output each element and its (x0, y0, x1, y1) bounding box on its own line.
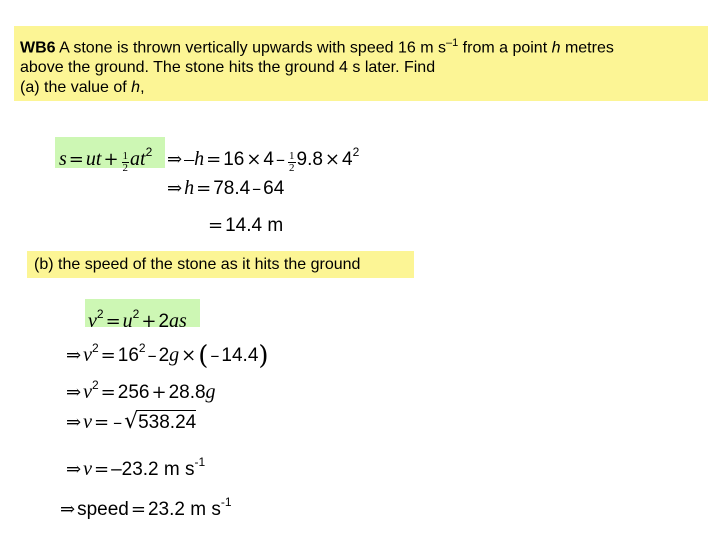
part-b-step-4: ⇒ v = –23.2 m $s^{-1}$ (66, 455, 206, 480)
part-b-step-2: ⇒ $v^2 = 256 + 28.8g$ (66, 378, 216, 403)
part-b-prompt: (b) the speed of the stone as it hits the ground (34, 256, 361, 273)
suvat-formula: s = ut + $\frac{1}{2}$ $at^2$ (59, 145, 153, 174)
question-text (20, 33, 614, 98)
question-line-3: (a) the value of h, (20, 79, 145, 97)
part-a-step-2: ⇒ h = 78.4 – 64 (167, 177, 285, 199)
part-b-step-3: ⇒ v = –√538.24 (66, 409, 197, 434)
question-line-2: above the ground. The stone hits the ground 4 s later. Find (20, 59, 436, 77)
part-a-step-1: ⇒ –h = 16 × 4 – $\frac{1}{2}$ $9.8 \times 4^2$ (167, 145, 360, 174)
part-b-step-5: ⇒ speed = 23.2 m $s^{-1}$ (60, 495, 232, 520)
part-a-step-3: = 14.4 m (208, 215, 284, 236)
question-line-1: WB6 A stone is thrown vertically upwards with speed 16 m $s^{-1}$ from a point h metres (20, 37, 614, 57)
part-b-step-1: ⇒ $v^2 = 16^2 - 2g$ ×( – 14.4) (66, 341, 269, 371)
question-label: WB6 (20, 39, 56, 57)
velocity-formula: $v^2 = u^2 + 2as$ (88, 307, 187, 332)
